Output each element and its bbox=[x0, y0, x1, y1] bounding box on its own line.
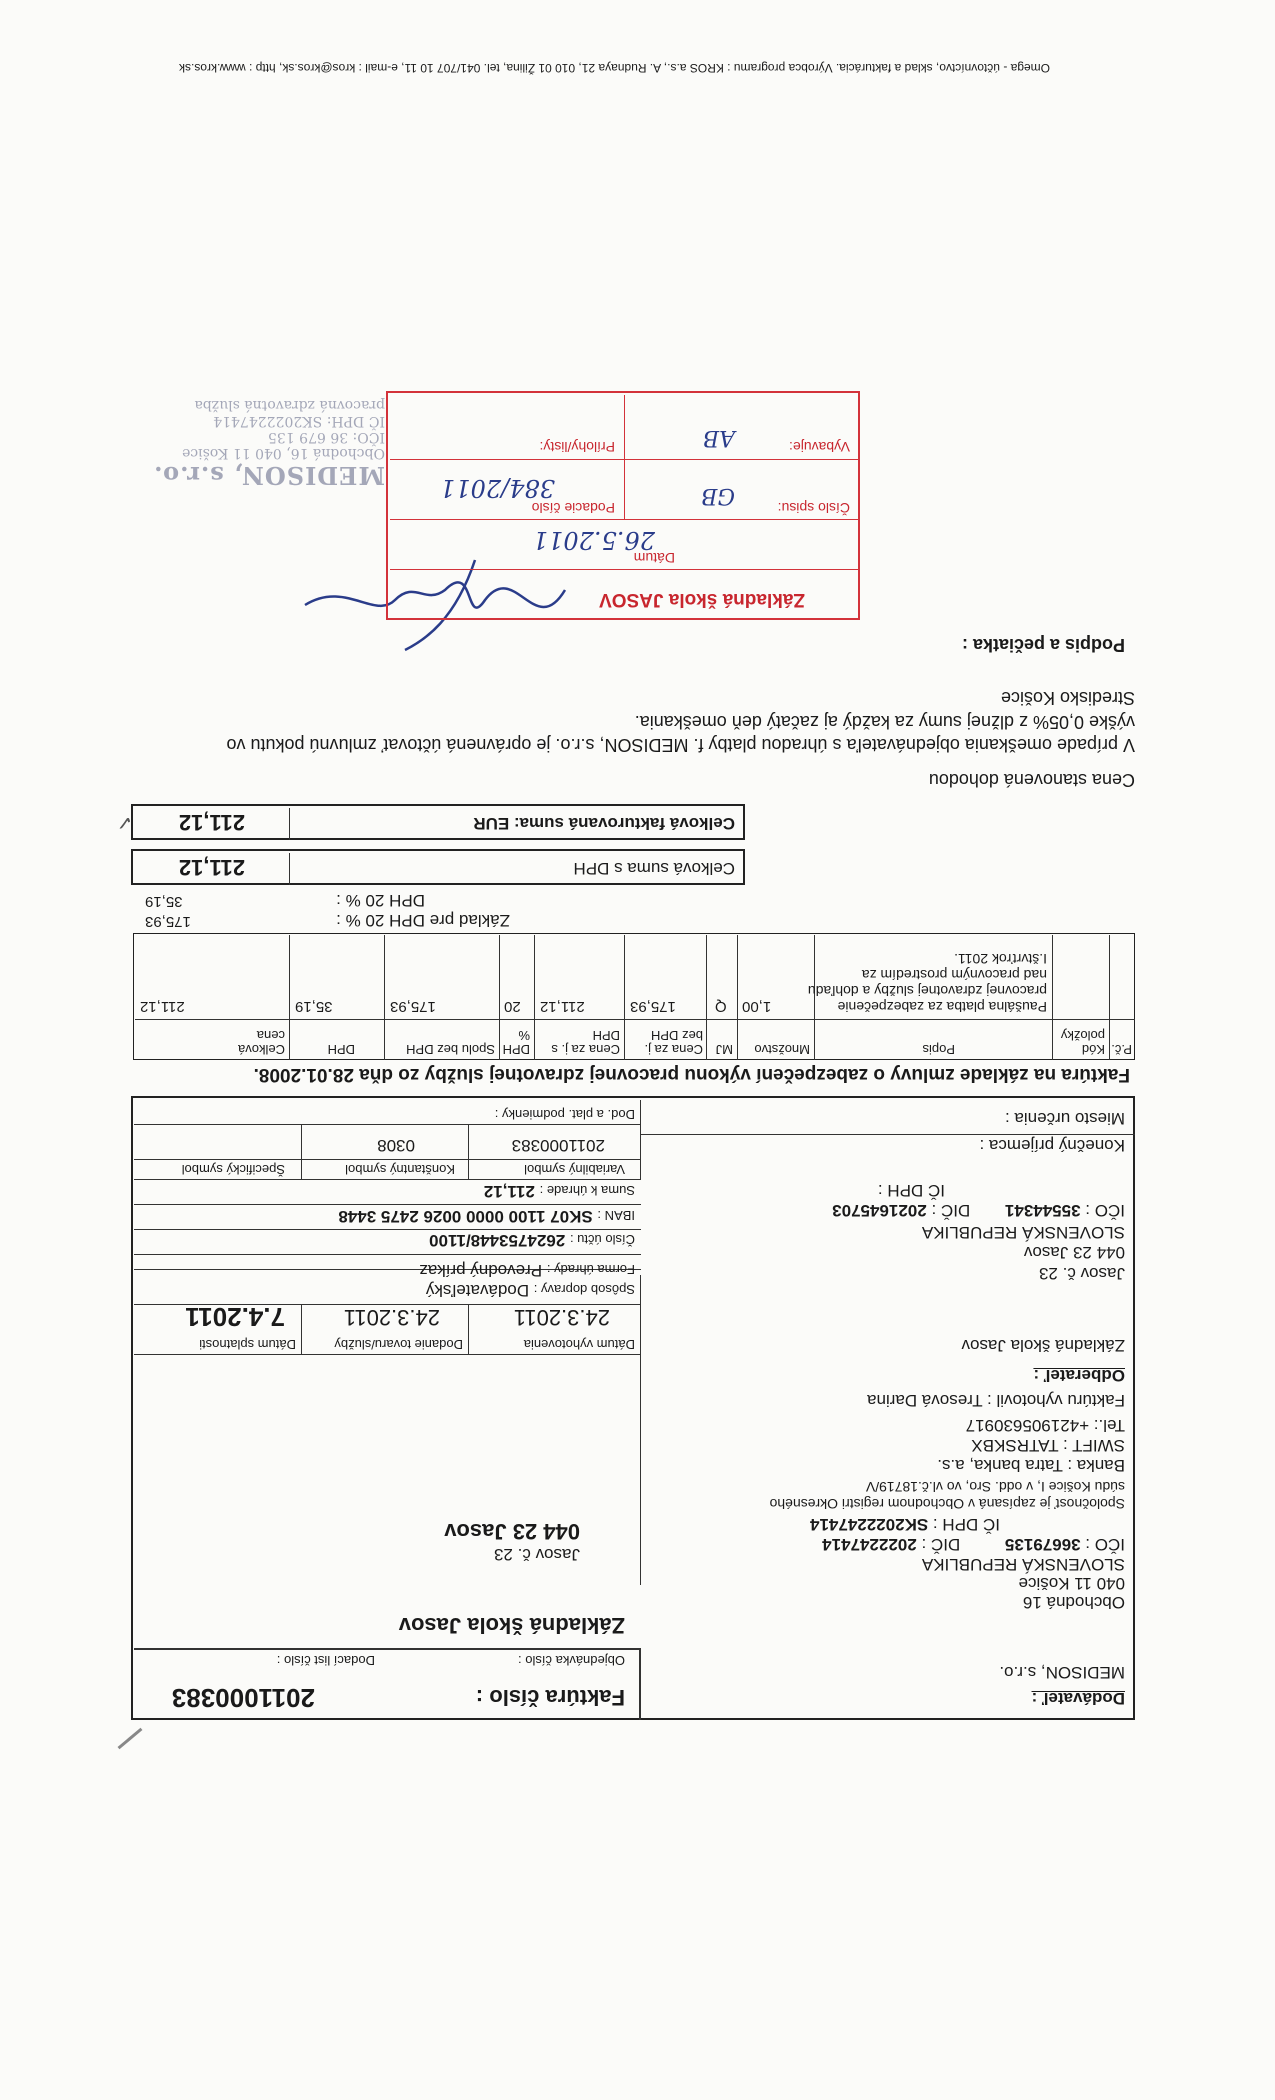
row-price-inc: 211,12 bbox=[540, 998, 585, 1015]
addressee-name: Základná škola Jasov bbox=[398, 1613, 625, 1638]
bank-account: Číslo účtu : 2624753448/1100 bbox=[429, 1231, 635, 1250]
signature-label: Podpis a pečiatka : bbox=[961, 635, 1125, 655]
row-unit: Q bbox=[715, 998, 727, 1015]
date-due: 7.4.2011 bbox=[185, 1302, 285, 1332]
supplier-register-1: Spoločnosť je zapísaná v Obchodnom registri Okresného bbox=[769, 1496, 1125, 1512]
supplier-name: MEDISON, s.r.o. bbox=[999, 1663, 1125, 1682]
vat-label: DPH 20 % : bbox=[336, 891, 425, 910]
software-footer: Omega - účtovníctvo, sklad a fakturácia. Výrobca programu : KROS a.s., A. Rudnaya 21, 010 01 Žilina, tel. 041/707 10 11, e-mail : kros@kros.sk, http : www.kros.sk bbox=[178, 61, 1050, 75]
grand-total: 211,12 bbox=[178, 810, 245, 835]
row-total-ex: 175,93 bbox=[390, 998, 436, 1015]
th-no: P.č. bbox=[1111, 1042, 1132, 1057]
supplier-city: 040 11 Košice bbox=[1018, 1574, 1125, 1593]
payment-form: Forma úhrady : Prevodný príkaz bbox=[419, 1261, 635, 1280]
customer-ico-row: IČO : 35544341 DIČ : 2021645703 bbox=[832, 1201, 1125, 1220]
stamp-handled-label: Vybavuje: bbox=[789, 439, 850, 455]
vat-base: 175,93 bbox=[145, 913, 191, 930]
delivery-note-label: Dodací list číslo : bbox=[276, 1653, 375, 1668]
destination: Miesto určenia : bbox=[1005, 1109, 1125, 1128]
vat-base-label: Základ pre DPH 20 % : bbox=[336, 911, 510, 930]
check-mark: ✓ bbox=[116, 811, 133, 833]
supplier-street: Obchodná 16 bbox=[1022, 1593, 1125, 1612]
stamp-filing: 384/2011 bbox=[440, 474, 555, 502]
date-delivery: 24.3.2011 bbox=[343, 1305, 440, 1330]
transport: Spôsob dopravy : Dodávateľský bbox=[425, 1281, 635, 1300]
th-total: Celková cena bbox=[238, 1028, 285, 1057]
staple bbox=[118, 1728, 143, 1750]
th-price-inc: Cena za j. s DPH bbox=[551, 1028, 620, 1057]
cost-centre: Stredisko Košice bbox=[1000, 688, 1135, 708]
stamp-attachments-label: Prílohy/listy: bbox=[539, 439, 615, 455]
customer-icdph: IČ DPH : bbox=[877, 1181, 945, 1200]
late-fee-2: výške 0,05% z dlžnej sumy za každý aj začatý deň omeškania. bbox=[634, 712, 1135, 732]
th-desc: Popis bbox=[922, 1042, 955, 1057]
order-number-label: Objednávka číslo : bbox=[518, 1653, 625, 1668]
th-vat-pct: DPH % bbox=[502, 1028, 530, 1057]
ss-label: Špecifický symbol bbox=[181, 1162, 285, 1177]
addressee-city: 044 23 Jasov bbox=[444, 1519, 580, 1544]
company-seal: MEDISON, s.r.o. Obchodná 16, 040 11 Košice IČO: 36 679 135 IČ DPH: SK2022247414 pracovná zdravotná služba bbox=[153, 397, 385, 490]
stamp-title: Základná škola JASOV bbox=[599, 589, 805, 610]
date-delivery-label: Dodanie tovaru/služby bbox=[334, 1337, 463, 1352]
customer-name: Základná škola Jasov bbox=[961, 1336, 1125, 1355]
customer-heading: Odberateľ : bbox=[1033, 1366, 1125, 1385]
invoice-heading: Faktúra na základe zmluvy o zabezpečení výkonu pracovnej zdravotnej služby zo dňa 28.01.2008. bbox=[253, 1064, 1130, 1085]
row-qty: 1,00 bbox=[742, 998, 772, 1015]
stamp-date: 26.5.2011 bbox=[532, 526, 655, 554]
supplier-heading: Dodávateľ : bbox=[1031, 1689, 1125, 1708]
th-unit: MJ bbox=[715, 1042, 733, 1057]
supplier-bank: Banka : Tatra banka, a.s. bbox=[937, 1456, 1125, 1475]
iban: IBAN : SK07 1100 0000 0026 2475 3448 bbox=[338, 1207, 635, 1226]
stamp-date-label: Dátum bbox=[633, 550, 675, 566]
final-recipient: Konečný príjemca : bbox=[979, 1136, 1125, 1155]
total-vat-label: Celková suma s DPH bbox=[573, 859, 735, 878]
delivery-terms: Dod. a plat. podmienky : bbox=[494, 1107, 635, 1122]
constant-symbol: 0308 bbox=[377, 1136, 415, 1155]
grand-total-label: Celková fakturovaná suma: EUR bbox=[473, 814, 735, 833]
late-fee-1: V prípade omeškania objednávateľa s úhradou platby f. MEDISON, s.r.o. je oprávnená účtovať zmluvnú pokutu vo bbox=[226, 735, 1135, 755]
invoice-number: 2011000383 bbox=[171, 1683, 315, 1713]
variable-symbol: 2011000383 bbox=[511, 1136, 605, 1155]
invoice-number-label: Faktúra číslo : bbox=[475, 1685, 625, 1710]
customer-city: 044 23 Jasov bbox=[1023, 1243, 1125, 1262]
stamp-records: GB bbox=[701, 483, 735, 508]
supplier-country: SLOVENSKÁ REPUBLIKA bbox=[921, 1555, 1125, 1574]
row-price-ex: 175,93 bbox=[630, 998, 676, 1015]
stamp-filing-label: Podacie číslo bbox=[531, 500, 615, 516]
supplier-ico-row: IČO : 36679135 DIČ : 2022247414 bbox=[822, 1535, 1125, 1554]
supplier-swift: SWIFT : TATRSKBX bbox=[971, 1436, 1125, 1455]
row-vat-pct: 20 bbox=[504, 998, 521, 1015]
date-due-label: Dátum splatnosti bbox=[199, 1337, 296, 1352]
date-issue-label: Dátum vyhotovenia bbox=[523, 1337, 635, 1352]
supplier-icdph: IČ DPH : SK2022247414 bbox=[810, 1515, 1000, 1534]
th-qty: Množstvo bbox=[754, 1042, 810, 1057]
ks-label: Konštantný symbol bbox=[345, 1162, 455, 1177]
th-price-ex: Cena za j. bez DPH bbox=[644, 1028, 703, 1057]
supplier-issued: Faktúru vyhotovil : Tresová Darina bbox=[867, 1391, 1125, 1410]
row-vat: 35,19 bbox=[295, 998, 333, 1015]
th-total-ex: Spolu bez DPH bbox=[406, 1042, 495, 1057]
table-row: Paušálna platba za zabezpečenie pracovnej zdravotnej služby a dohľadu nad pracovným prostredím za I.štvrťrok 2011. bbox=[807, 951, 1047, 1015]
row-total: 211,12 bbox=[140, 998, 185, 1015]
customer-street: Jasov č. 23 bbox=[1039, 1264, 1125, 1283]
vat-amount: 35,19 bbox=[145, 893, 183, 910]
supplier-register-2: súdu Košice I, v odd. Sro, vo vl.č.18719/V bbox=[865, 1479, 1125, 1495]
stamp-handled: AB bbox=[702, 425, 735, 450]
addressee-street: Jasov č. 23 bbox=[494, 1545, 580, 1564]
th-code: Kód položky bbox=[1060, 1028, 1105, 1057]
customer-country: SLOVENSKÁ REPUBLIKA bbox=[921, 1223, 1125, 1242]
amount-due: Suma k úhrade : 211,12 bbox=[483, 1182, 635, 1201]
price-note: Cena stanovená dohodou bbox=[928, 770, 1135, 790]
supplier-tel: Tel.: +421905630917 bbox=[965, 1416, 1125, 1435]
stamp-records-label: Číslo spisu: bbox=[777, 500, 850, 516]
vs-label: Variabilný symbol bbox=[524, 1162, 625, 1177]
th-vat: DPH bbox=[327, 1042, 355, 1057]
date-issue: 24.3.2011 bbox=[513, 1305, 610, 1330]
total-vat: 211,12 bbox=[178, 855, 245, 880]
